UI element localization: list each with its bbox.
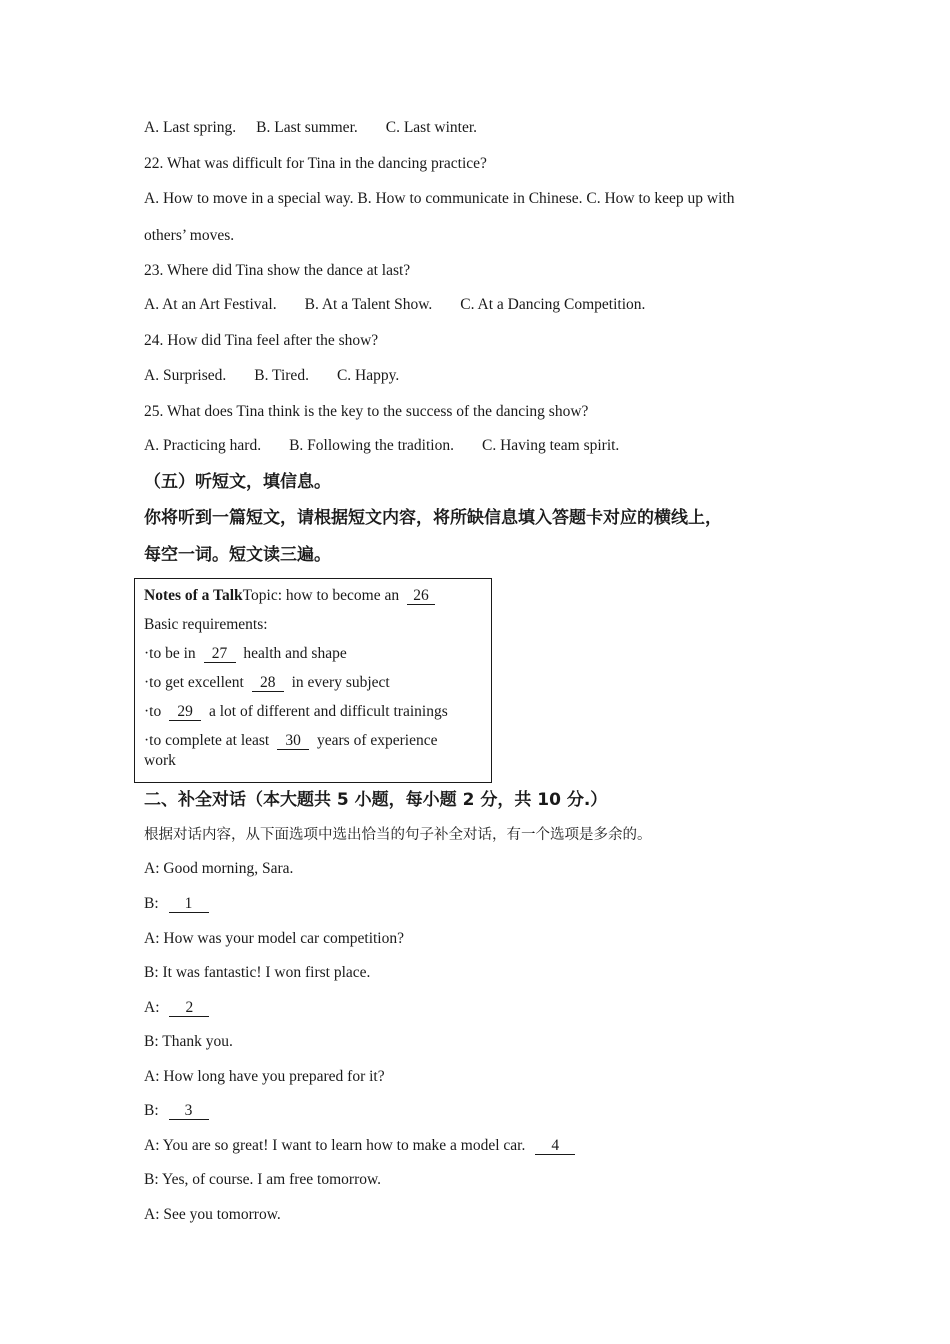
blank-30[interactable]: 30	[277, 732, 309, 750]
q22-question: 22. What was difficult for Tina in the dancing practice?	[144, 155, 487, 172]
q25-question: 25. What does Tina think is the key to the success of the dancing show?	[144, 403, 589, 420]
notes-line-27	[144, 644, 347, 664]
q24-question: 24. How did Tina feel after the show?	[144, 332, 379, 349]
notes-30-pre: ·to complete at least	[144, 732, 270, 749]
dialogue-line-5	[144, 998, 209, 1018]
section5-heading: （五）听短文，填信息。	[144, 472, 331, 492]
q22-options-line2: others’ moves.	[144, 227, 235, 244]
section5-instruction-2: 每空一词。短文读三遍。	[144, 545, 331, 565]
dialogue-line-2	[144, 894, 209, 914]
notes-box	[134, 578, 492, 783]
q25-option-b: B. Following the tradition.	[289, 437, 454, 454]
dialogue-line-10: B: Yes, of course. I am free tomorrow.	[144, 1171, 382, 1188]
notes-title-line	[144, 586, 435, 606]
dialogue-speaker: A:	[144, 999, 160, 1016]
q25-options	[144, 436, 619, 456]
blank-28[interactable]: 28	[252, 674, 284, 692]
notes-topic: Topic: how to become an	[242, 587, 400, 604]
blank-1[interactable]: 1	[169, 895, 209, 913]
dialogue-line-1: A: Good morning, Sara.	[144, 860, 294, 877]
blank-3[interactable]: 3	[169, 1102, 209, 1120]
dialogue-line-9	[144, 1136, 575, 1156]
notes-line-30	[144, 731, 437, 751]
notes-28-pre: ·to get excellent	[144, 674, 244, 691]
q25-option-c: C. Having team spirit.	[481, 437, 620, 454]
notes-29-pre: ·to	[144, 703, 162, 720]
q23-option-b: B. At a Talent Show.	[304, 296, 433, 313]
dialogue-text: A: You are so great! I want to learn how to make a model car.	[144, 1137, 526, 1154]
q25-option-a: A. Practicing hard.	[144, 437, 262, 454]
q24-option-a: A. Surprised.	[144, 367, 227, 384]
q24-option-b: B. Tired.	[254, 367, 309, 384]
q24-option-c: C. Happy.	[336, 367, 400, 384]
blank-26[interactable]: 26	[407, 587, 435, 605]
q24-options	[144, 366, 399, 386]
q23-question: 23. Where did Tina show the dance at last?	[144, 262, 411, 279]
q22-options-line1: A. How to move in a special way. B. How to communicate in Chinese. C. How to keep up with	[144, 190, 735, 207]
notes-basic: Basic requirements:	[144, 616, 268, 633]
notes-29-post: a lot of different and difficult trainings	[208, 703, 448, 720]
q23-options	[144, 295, 645, 315]
section5-instruction-1: 你将听到一篇短文，请根据短文内容，将所缺信息填入答题卡对应的横线上，	[144, 508, 722, 528]
notes-title: Notes of a Talk	[144, 587, 243, 604]
blank-27[interactable]: 27	[204, 645, 236, 663]
dialogue-line-3: A: How was your model car competition?	[144, 930, 404, 947]
notes-30-post: years of experience	[317, 732, 438, 749]
blank-29[interactable]: 29	[169, 703, 201, 721]
dialogue-speaker: B:	[144, 895, 159, 912]
notes-30-wrap: work	[144, 752, 176, 769]
q21-option-c: C. Last winter.	[385, 119, 478, 136]
q23-option-c: C. At a Dancing Competition.	[460, 296, 646, 313]
dialogue-line-7: A: How long have you prepared for it?	[144, 1068, 385, 1085]
dialogue-line-6: B: Thank you.	[144, 1033, 233, 1050]
dialogue-line-11: A: See you tomorrow.	[144, 1206, 281, 1223]
notes-line-28	[144, 673, 390, 693]
q23-option-a: A. At an Art Festival.	[144, 296, 277, 313]
notes-27-pre: ·to be in	[144, 645, 196, 662]
notes-27-post: health and shape	[243, 645, 347, 662]
q21-options	[144, 118, 477, 138]
notes-28-post: in every subject	[291, 674, 390, 691]
q21-option-a: A. Last spring.	[144, 119, 237, 136]
part2-instruction: 根据对话内容，从下面选项中选出恰当的句子补全对话，有一个选项是多余的。	[144, 827, 652, 843]
notes-line-29	[144, 702, 448, 722]
blank-4[interactable]: 4	[535, 1137, 575, 1155]
blank-2[interactable]: 2	[169, 999, 209, 1017]
q21-option-b: B. Last summer.	[256, 119, 358, 136]
dialogue-line-4: B: It was fantastic! I won first place.	[144, 964, 371, 981]
part2-heading: 二、补全对话（本大题共 5 小题，每小题 2 分，共 10 分.）	[144, 790, 608, 810]
dialogue-line-8	[144, 1101, 209, 1121]
dialogue-speaker: B:	[144, 1102, 159, 1119]
